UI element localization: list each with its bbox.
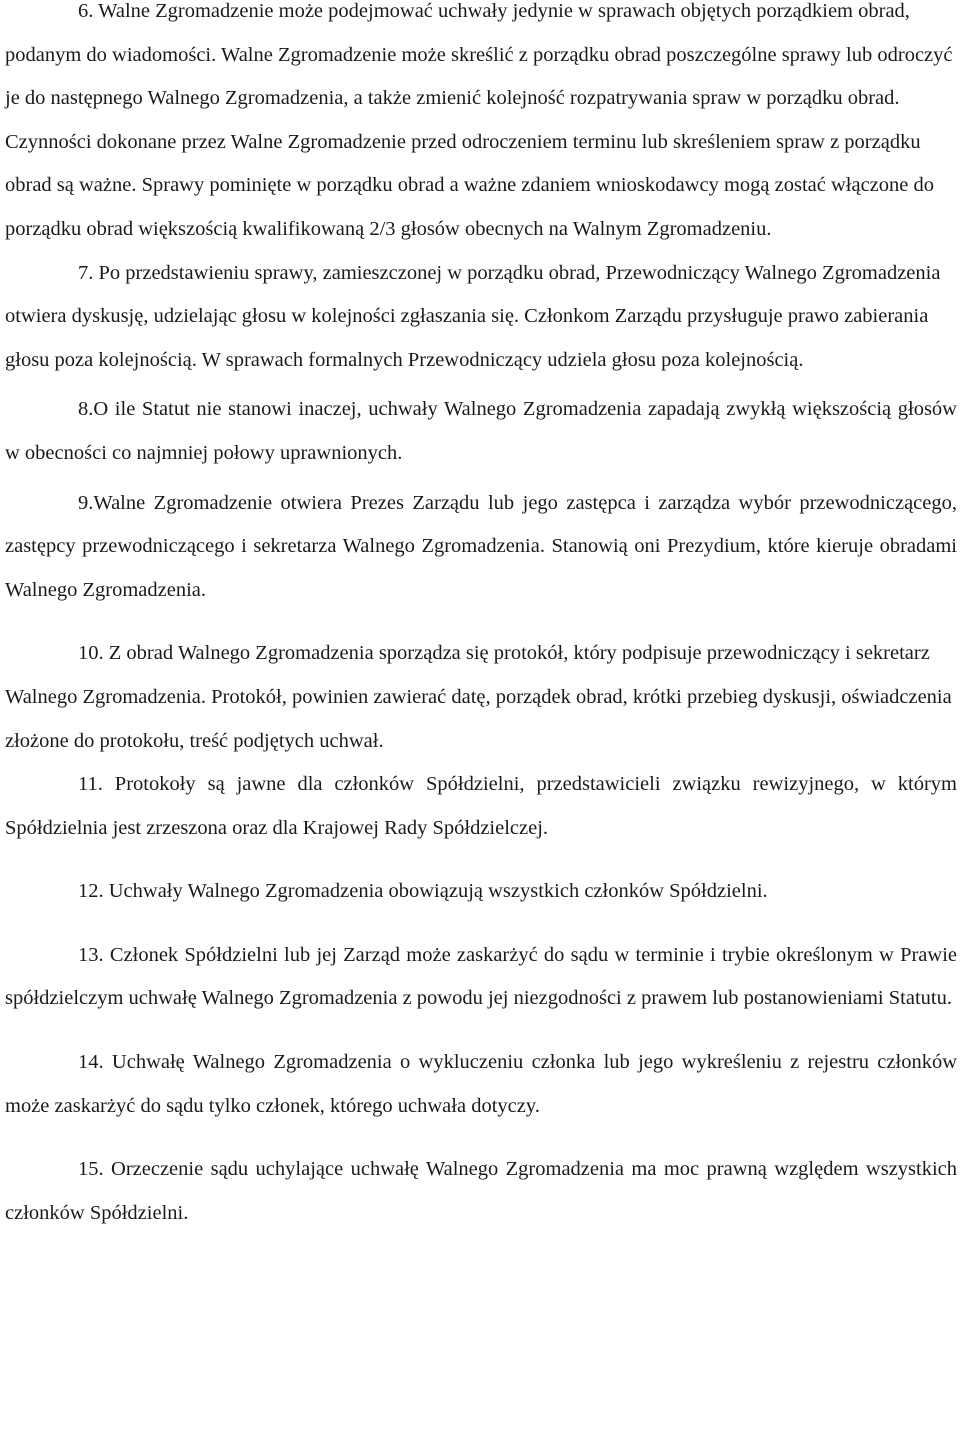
paragraph-text: Walne Zgromadzenie otwiera Prezes Zarządu lub jego zastępca i zarządza wybór przewodniczącego, zastępcy przewodniczącego i sekretarza Walnego Zgromadzenia. Stanowią oni Prezydium, które kieruje obradami Walnego Zgromadzenia. (5, 491, 957, 601)
paragraph-text: Uchwałę Walnego Zgromadzenia o wykluczeniu członka lub jego wykreśleniu z rejestru członków może zaskarżyć do sądu tylko członek, którego uchwała dotyczy. (5, 1051, 958, 1117)
paragraph-number: 12. (78, 880, 104, 903)
paragraph-number: 15. (78, 1158, 104, 1181)
paragraph-text: Walne Zgromadzenie może podejmować uchwały jedynie w sprawach objętych porządkiem obrad, podanym do wiadomości. Walne Zgromadzenie może skreślić z porządku obrad poszczególne sprawy lub odroczyć je do następnego Walnego Zgromadzenia, a także zmienić kolejność rozpatrywania spraw w porządku obrad. Czynności dokonane przez Walne Zgromadzenie przed odroczeniem terminu lub skreśleniem spraw z porządku obrad są ważne. Sprawy pominięte w porządku obrad a ważne zdaniem wnioskodawcy mogą zostać włączone do porządku obrad większością kwalifikowaną 2/3 głosów obecnych na Walnym Zgromadzeniu. (5, 0, 953, 240)
paragraph-text: Członek Spółdzielni lub jej Zarząd może zaskarżyć do sądu w terminie i trybie określonym w Prawie spółdzielczym uchwałę Walnego Zgromadzenia z powodu jej niezgodności z prawem lub postanowieniami Statutu. (5, 943, 957, 1010)
paragraph-number: 7. (78, 261, 94, 284)
paragraph-number: 13. (78, 943, 104, 966)
paragraph-text: Uchwały Walnego Zgromadzenia obowiązują wszystkich członków Spółdzielni. (108, 880, 768, 903)
paragraph-text: Protokoły są jawne dla członków Spółdzielni, przedstawicieli związku rewizyjnego, w którym Spółdzielnia jest zrzeszona oraz dla Krajowej Rady Spółdzielczej. (5, 773, 957, 839)
paragraph-text: Po przedstawieniu sprawy, zamieszczonej w porządku obrad, Przewodniczący Walnego Zgromadzenia otwiera dyskusję, udzielając głosu w kolejności zgłaszania się. Członkom Zarządu przysługuje prawo zabierania głosu poza kolejnością. W sprawach formalnych Przewodniczący udziela głosu poza kolejnością. (5, 261, 941, 371)
paragraph-6 (5, 0, 957, 252)
paragraph-8 (5, 388, 957, 475)
paragraph-9 (5, 482, 957, 613)
paragraph-11 (5, 763, 957, 850)
paragraph-14 (5, 1041, 957, 1128)
paragraph-12 (5, 870, 957, 914)
paragraph-15 (5, 1148, 957, 1235)
paragraph-number: 14. (78, 1051, 104, 1074)
paragraph-text: O ile Statut nie stanowi inaczej, uchwały Walnego Zgromadzenia zapadają zwykłą większością głosów w obecności co najmniej połowy uprawnionych. (5, 398, 957, 464)
paragraph-7 (5, 252, 957, 383)
paragraph-number: 10. (78, 642, 104, 665)
paragraph-text: Z obrad Walnego Zgromadzenia sporządza się protokół, który podpisuje przewodniczący i sekretarz Walnego Zgromadzenia. Protokół, powinien zawierać datę, porządek obrad, krótki przebieg dyskusji, oświadczenia złożone do protokołu, treść podjętych uchwał. (5, 642, 952, 752)
paragraph-number: 9. (78, 491, 94, 514)
paragraph-number: 11. (78, 773, 103, 796)
paragraph-13 (5, 934, 957, 1021)
paragraph-10 (5, 632, 957, 763)
paragraph-text: Orzeczenie sądu uchylające uchwałę Walnego Zgromadzenia ma moc prawną względem wszystkich członków Spółdzielni. (5, 1158, 958, 1224)
paragraph-number: 6. (78, 0, 94, 22)
document-page (5, 0, 957, 1235)
paragraph-number: 8. (78, 398, 94, 421)
